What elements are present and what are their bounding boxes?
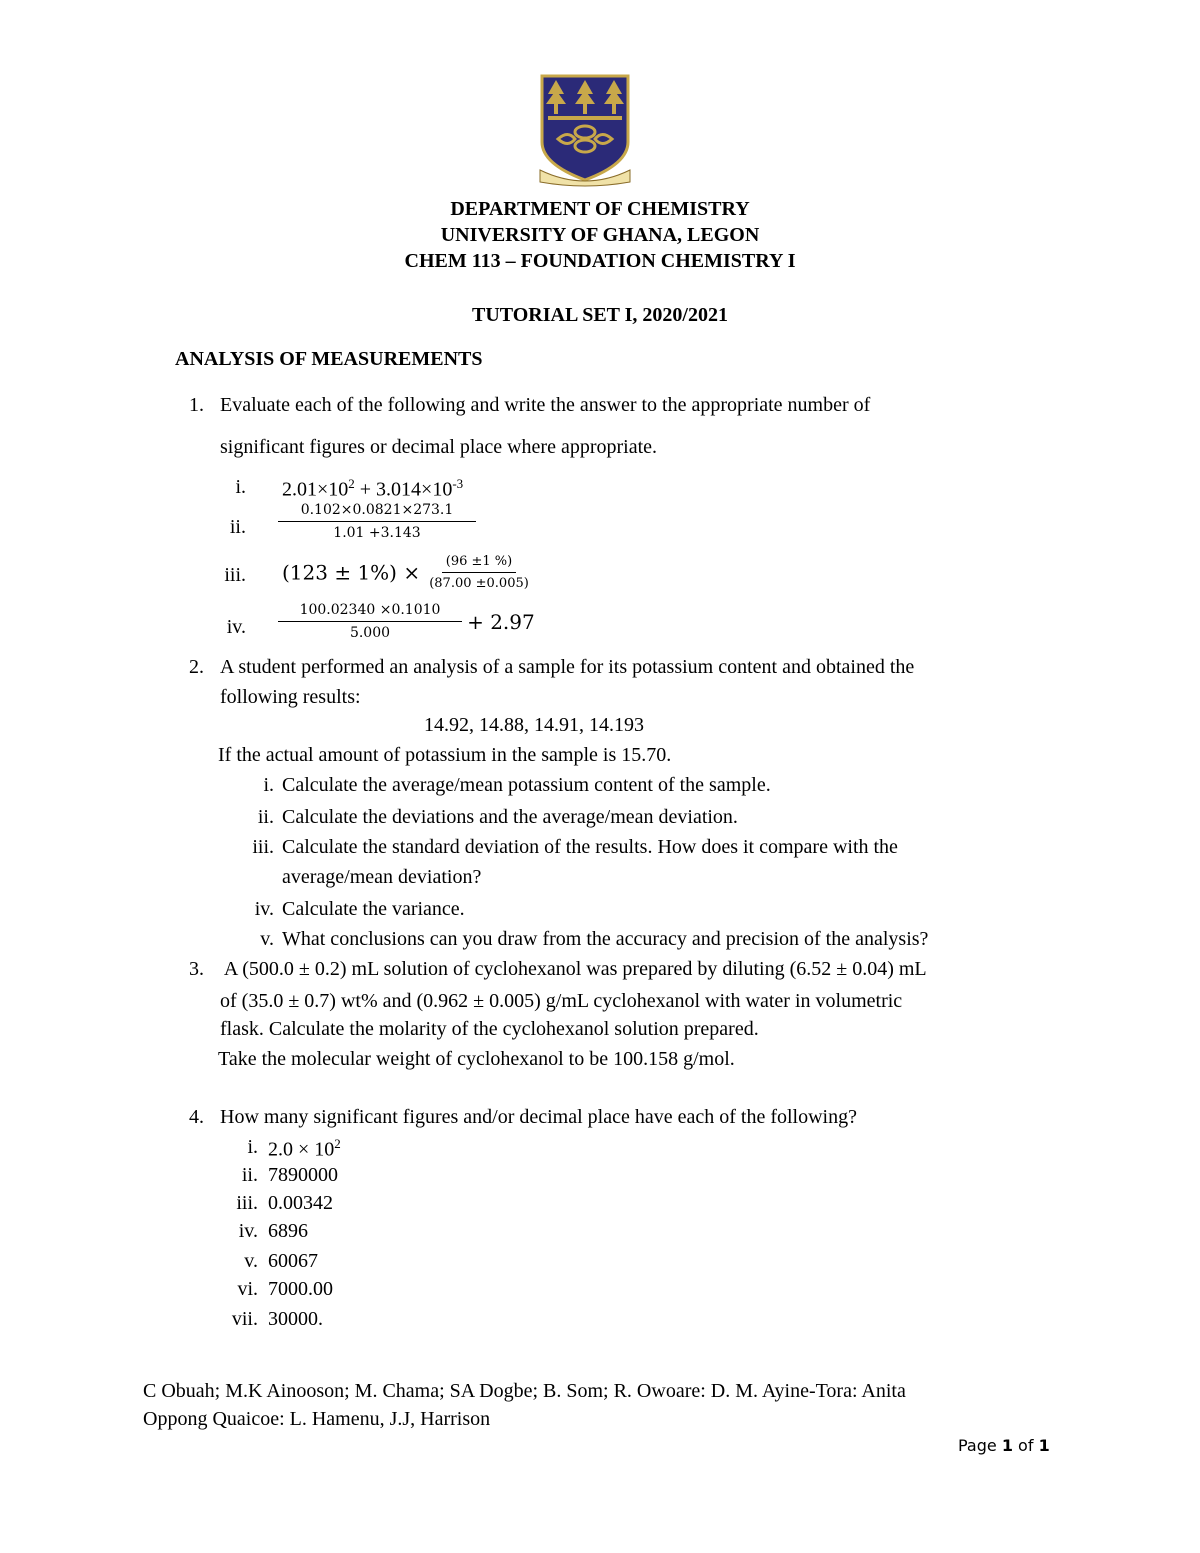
page-number: Page 1 of 1 <box>958 1436 1050 1455</box>
q1-item-ii-fraction: $\frac{0.102\times 0.0821\times 273.1}{1.01 +3.143}$ <box>282 502 472 541</box>
q1-item-iii-label: iii. <box>224 564 246 586</box>
q2-number: 2. <box>189 656 204 678</box>
q1-item-i-label: i. <box>235 476 246 498</box>
q1-item-i-expression: $2.01\times 10^2 + 3.014\times 10^{-3}$ <box>282 476 464 501</box>
q2-item-text-continued: average/mean deviation? <box>282 866 482 888</box>
q4-item-label: i. <box>247 1136 258 1158</box>
q2-text-line1: A student performed an analysis of a sample for its potassium content and obtained the <box>220 656 915 678</box>
q2-item-text: Calculate the standard deviation of the results. How does it compare with the <box>282 836 898 858</box>
q1-item-iii-expression: (123 ± 1%) × $\frac{(96 \pm 1 \%)}{(87.00 \pm 0.005)}$ <box>282 554 529 591</box>
q4-item-value: 0.00342 <box>268 1192 333 1214</box>
q2-item-text: Calculate the variance. <box>282 898 465 920</box>
q4-item-label: ii. <box>241 1164 258 1186</box>
q4-item-label: iv. <box>238 1220 258 1242</box>
q2-results: 14.92, 14.88, 14.91, 14.193 <box>424 714 644 736</box>
q4-text: How many significant figures and/or decimal place have each of the following? <box>220 1106 857 1128</box>
q2-item-label: i. <box>263 774 274 796</box>
q3-line1: A (500.0 ± 0.2) mL solution of cyclohexanol was prepared by diluting (6.52 ± 0.04) mL <box>220 958 927 980</box>
q1-item-ii-label: ii. <box>229 516 246 538</box>
q2-item-text: Calculate the deviations and the average/mean deviation. <box>282 806 738 828</box>
course-title: CHEM 113 – FOUNDATION CHEMISTRY I <box>404 250 796 272</box>
q2-item-text: What conclusions can you draw from the accuracy and precision of the analysis? <box>282 928 929 950</box>
q2-item-text: Calculate the average/mean potassium content of the sample. <box>282 774 771 796</box>
q3-line3: flask. Calculate the molarity of the cyclohexanol solution prepared. <box>220 1018 759 1040</box>
section-heading: ANALYSIS OF MEASUREMENTS <box>175 348 483 370</box>
q4-number: 4. <box>189 1106 204 1128</box>
q2-item-label: ii. <box>257 806 274 828</box>
q1-item-iv-expression: $\frac{100.02340 \times 0.1010}{5.000}$ + 2.97 <box>282 602 535 641</box>
q4-item-value: 7000.00 <box>268 1278 333 1300</box>
q4-item-label: vii. <box>231 1308 258 1330</box>
q2-actual-amount: If the actual amount of potassium in the sample is 15.70. <box>218 744 672 766</box>
q4-item-value: 60067 <box>268 1250 318 1272</box>
q4-item-value: 30000. <box>268 1308 323 1330</box>
q1-number: 1. <box>189 394 204 416</box>
q3-line4: Take the molecular weight of cyclohexanol to be 100.158 g/mol. <box>218 1048 735 1070</box>
q4-item-value: 6896 <box>268 1220 308 1242</box>
q4-item-label: vi. <box>237 1278 258 1300</box>
q4-item-value: 7890000 <box>268 1164 338 1186</box>
q2-item-label: iv. <box>254 898 274 920</box>
university-title: UNIVERSITY OF GHANA, LEGON <box>440 224 760 246</box>
q4-item-label: iii. <box>236 1192 258 1214</box>
q1-text-line2: significant figures or decimal place where appropriate. <box>220 436 658 458</box>
q2-item-label: iii. <box>252 836 274 858</box>
authors-line1: C Obuah; M.K Ainooson; M. Chama; SA Dogbe; B. Som; R. Owoare: D. M. Ayine-Tora: Anita <box>143 1380 906 1402</box>
q2-text-line2: following results: <box>220 686 361 708</box>
q3-line2: of (35.0 ± 0.7) wt% and (0.962 ± 0.005) g/mL cyclohexanol with water in volumetric <box>220 990 903 1012</box>
q1-item-iv-label: iv. <box>226 616 246 638</box>
university-crest-logo <box>538 72 632 190</box>
q3-number: 3. <box>189 958 204 980</box>
q4-item-label: v. <box>244 1250 258 1272</box>
q4-item-value: $2.0 \times 10^2$ <box>268 1136 341 1161</box>
authors-line2: Oppong Quaicoe: L. Hamenu, J.J, Harrison <box>143 1408 491 1430</box>
department-title: DEPARTMENT OF CHEMISTRY <box>450 198 750 220</box>
tutorial-title: TUTORIAL SET I, 2020/2021 <box>471 304 728 326</box>
q2-item-label: v. <box>260 928 274 950</box>
q1-text-line1: Evaluate each of the following and write the answer to the appropriate number of <box>220 394 871 416</box>
